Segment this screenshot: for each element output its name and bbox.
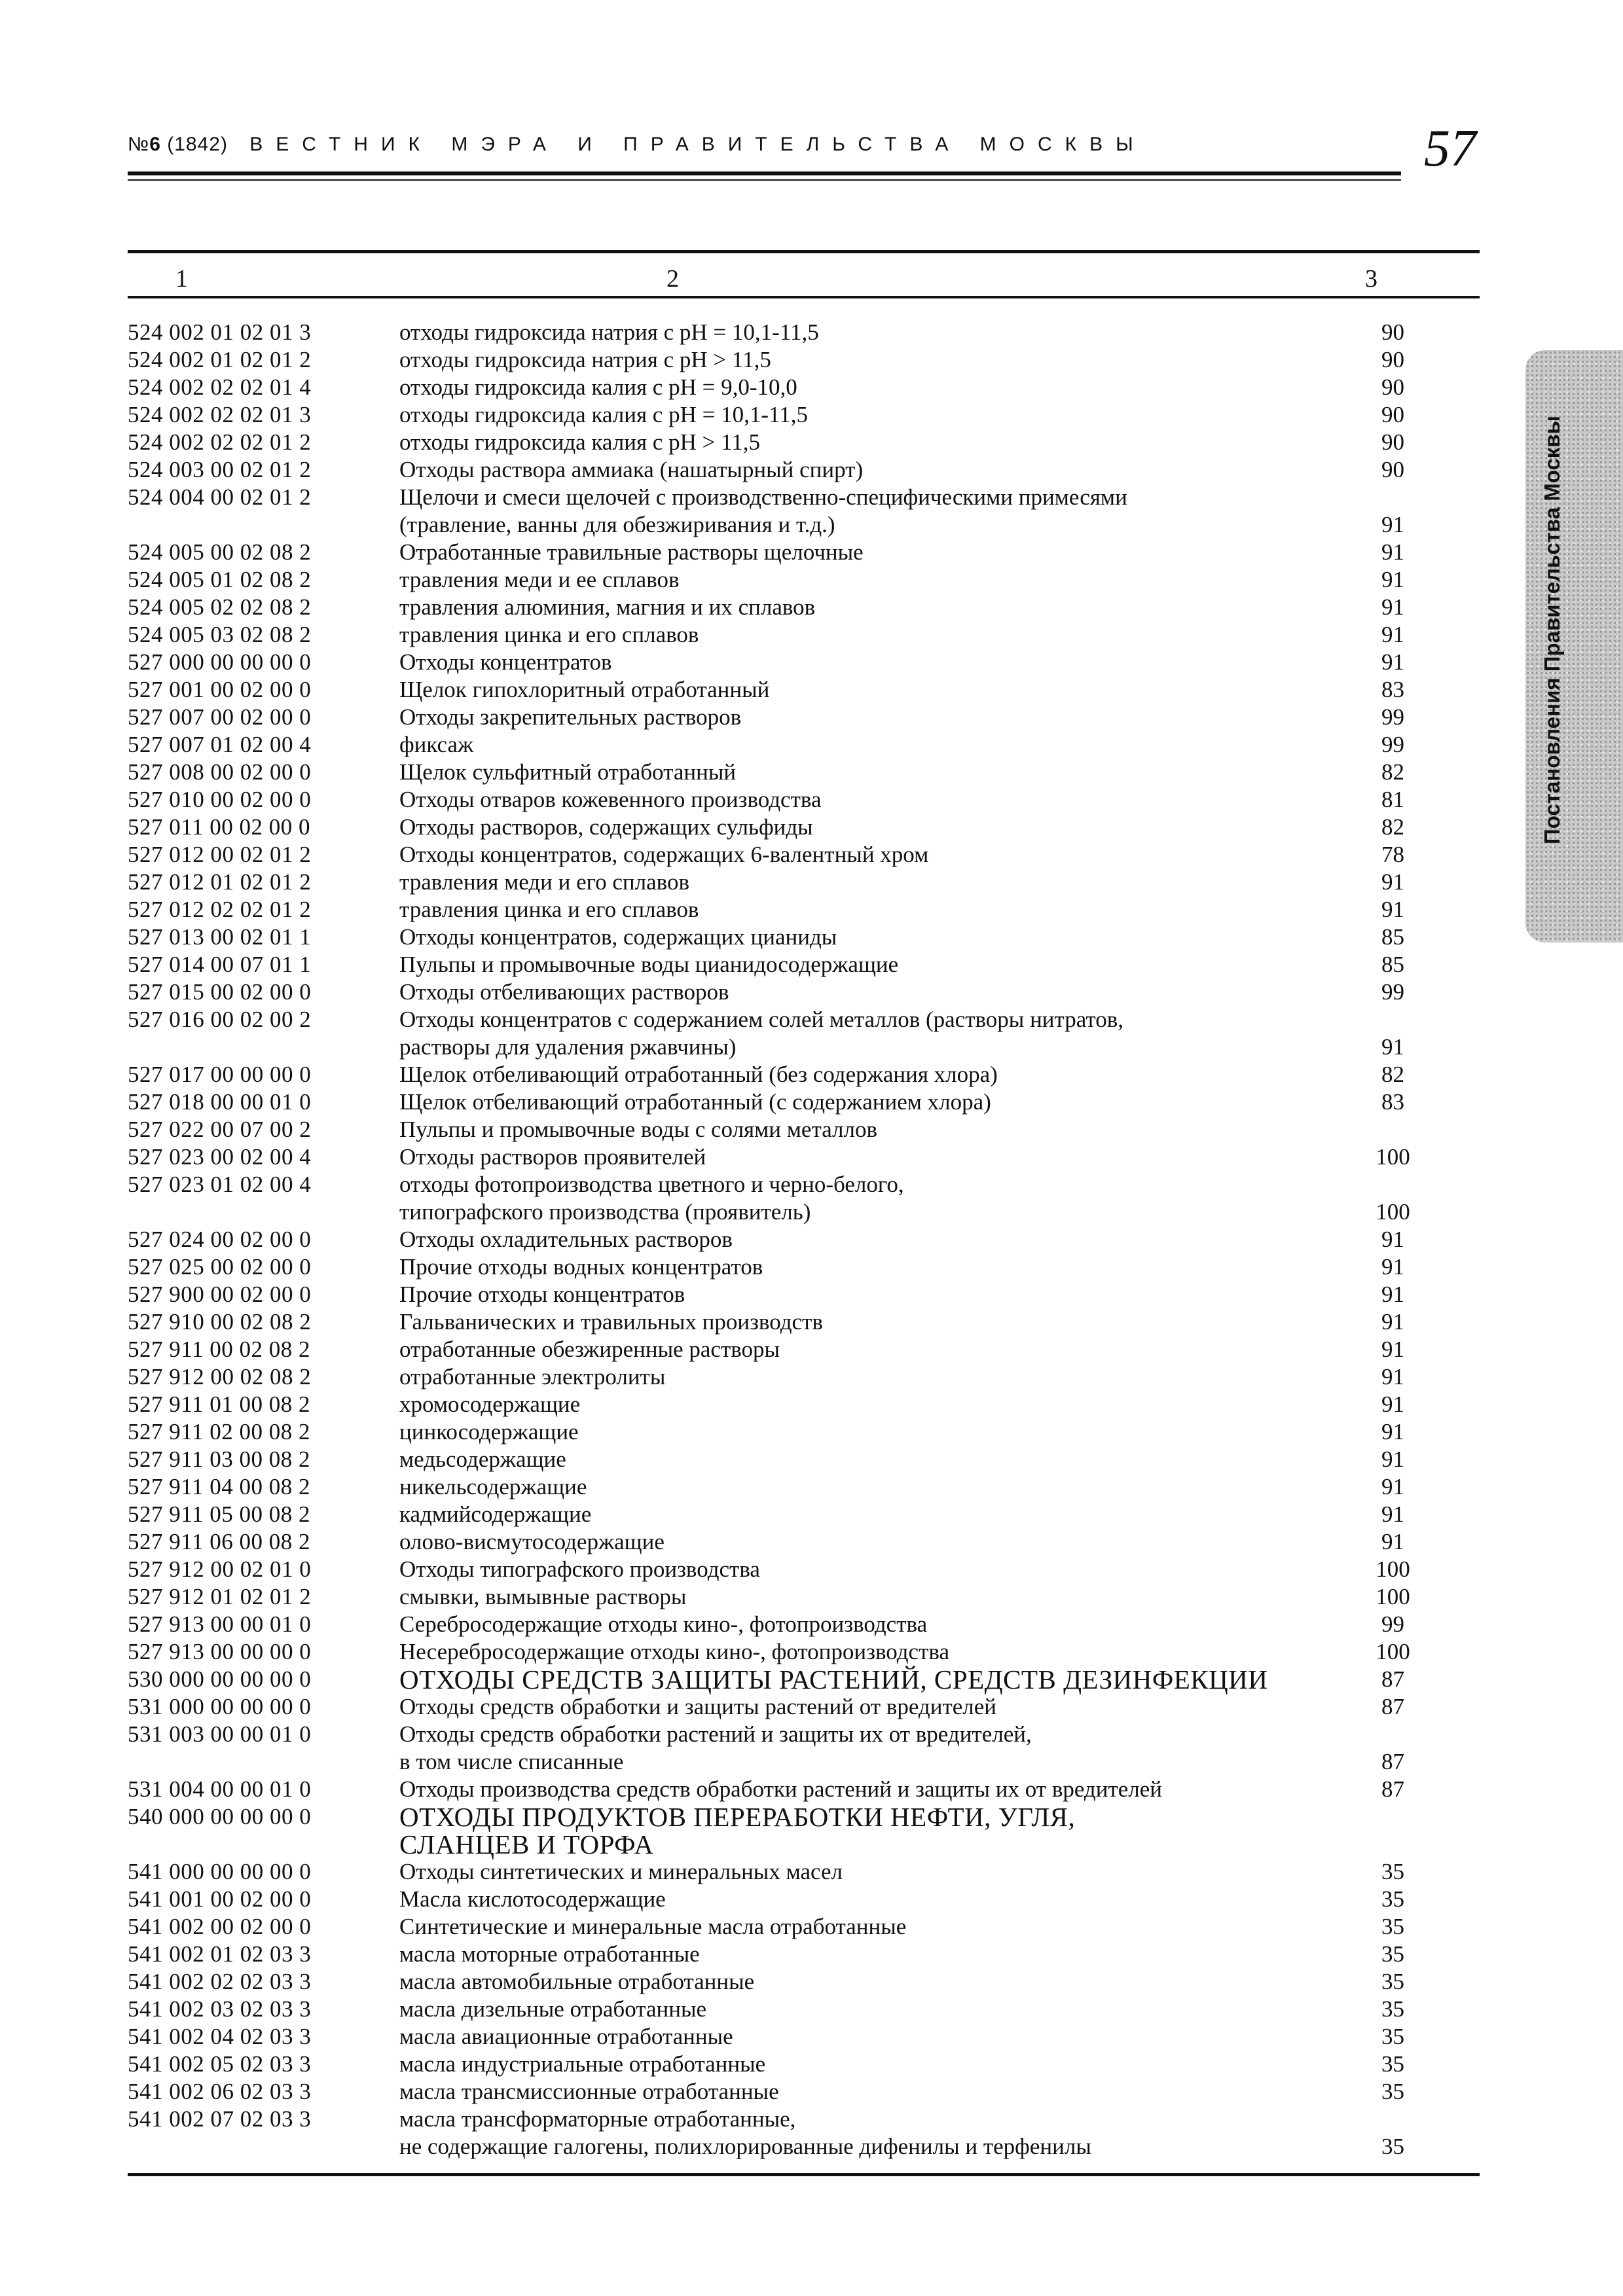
- waste-name: растворы для удаления ржавчины): [399, 1034, 737, 1060]
- table-row: [128, 1391, 1480, 1418]
- hazard-class: 87: [1381, 1749, 1404, 1774]
- waste-name: Отходы растворов проявителей: [399, 1144, 706, 1170]
- waste-name: никельсодержащие: [399, 1474, 587, 1499]
- waste-code: 527 900 00 02 00 0: [128, 1282, 312, 1307]
- waste-code: 527 023 01 02 00 4: [128, 1172, 312, 1197]
- table-row: [128, 1776, 1480, 1803]
- hazard-class: 91: [1381, 1227, 1404, 1252]
- hazard-class: 91: [1381, 1254, 1404, 1280]
- hazard-class: 82: [1381, 759, 1404, 785]
- table-row: [128, 1501, 1480, 1528]
- waste-code: 527 912 01 02 01 2: [128, 1584, 312, 1609]
- table-row: [128, 621, 1480, 649]
- waste-name: Отходы средств обработки и защиты растений от вредителей: [399, 1694, 996, 1719]
- table-row: [128, 456, 1480, 484]
- waste-name: травления меди и его сплавов: [399, 869, 689, 895]
- table-row: [128, 731, 1480, 759]
- waste-code: 540 000 00 00 00 0: [128, 1804, 312, 1829]
- waste-code: 527 008 00 02 00 0: [128, 759, 312, 785]
- table-row: [128, 786, 1480, 814]
- waste-code: 524 002 02 02 01 2: [128, 429, 312, 455]
- table-row: [128, 374, 1480, 401]
- hazard-class: 100: [1376, 1199, 1410, 1225]
- waste-code: 541 002 02 02 03 3: [128, 1969, 312, 1994]
- hazard-class: 82: [1381, 814, 1404, 840]
- table-row: [128, 1941, 1480, 1968]
- table-row: [128, 649, 1480, 676]
- waste-name: Отходы растворов, содержащих сульфиды: [399, 814, 813, 840]
- hazard-class: 91: [1381, 1419, 1404, 1444]
- waste-name: хромосодержащие: [399, 1391, 581, 1417]
- hazard-class: 35: [1381, 1859, 1404, 1884]
- waste-code: 541 001 00 02 00 0: [128, 1886, 312, 1912]
- waste-name: Отходы отбеливающих растворов: [399, 979, 729, 1005]
- issue-total: (1842): [167, 134, 228, 155]
- waste-name: ОТХОДЫ СРЕДСТВ ЗАЩИТЫ РАСТЕНИЙ, СРЕДСТВ ДЕЗИНФЕКЦИИ: [399, 1664, 1268, 1695]
- hazard-class: 91: [1381, 1474, 1404, 1499]
- hazard-class: 35: [1381, 1996, 1404, 2022]
- header-rule-thin: [128, 179, 1401, 181]
- hazard-class: 85: [1381, 952, 1404, 977]
- waste-code: 527 911 02 00 08 2: [128, 1419, 310, 1444]
- table-row: [128, 1088, 1480, 1116]
- table-bottom-rule: [128, 2173, 1480, 2176]
- waste-name: Отходы производства средств обработки растений и защиты их от вредителей: [399, 1776, 1163, 1802]
- table-row: [128, 1363, 1480, 1391]
- waste-code: 541 002 01 02 03 3: [128, 1941, 312, 1967]
- hazard-class: 90: [1381, 374, 1404, 400]
- waste-name: отходы гидроксида калия с pH = 9,0-10,0: [399, 374, 797, 400]
- hazard-class: 91: [1381, 512, 1404, 537]
- waste-name: травления алюминия, магния и их сплавов: [399, 594, 816, 620]
- hazard-class: 91: [1381, 594, 1404, 620]
- waste-name: Серебросодержащие отходы кино-, фотопроизводства: [399, 1611, 928, 1637]
- table-row: [128, 814, 1480, 841]
- waste-code: 530 000 00 00 00 0: [128, 1666, 312, 1692]
- table-row: [128, 1583, 1480, 1611]
- table-row: [128, 401, 1480, 429]
- table-row: [128, 1253, 1480, 1281]
- column-header-class: 3: [1365, 265, 1377, 293]
- hazard-class: 91: [1381, 539, 1404, 565]
- hazard-class: 35: [1381, 1886, 1404, 1912]
- table-row: [128, 1611, 1480, 1638]
- waste-name: масла трансмиссионные отработанные: [399, 2079, 779, 2104]
- page-number: 57: [1424, 120, 1476, 177]
- table-row: [128, 1803, 1480, 1858]
- table-row: [128, 704, 1480, 731]
- waste-name: Пульпы и промывочные воды цианидосодержащие: [399, 952, 899, 977]
- table-row: [128, 1996, 1480, 2023]
- waste-name: масла трансформаторные отработанные,: [399, 2106, 796, 2132]
- waste-name: Отходы раствора аммиака (нашатырный спирт): [399, 457, 864, 482]
- waste-code: 524 003 00 02 01 2: [128, 457, 312, 482]
- waste-code: 527 014 00 07 01 1: [128, 952, 312, 977]
- table-row: [128, 978, 1480, 1006]
- table-row: [128, 1006, 1480, 1061]
- waste-table-body: [128, 319, 1480, 2161]
- waste-code: 524 005 03 02 08 2: [128, 622, 312, 647]
- waste-code: 527 001 00 02 00 0: [128, 677, 312, 702]
- waste-code: 527 000 00 00 00 0: [128, 649, 312, 675]
- waste-name: в том числе списанные: [399, 1749, 624, 1774]
- table-row: [128, 1638, 1480, 1666]
- waste-name: Щелочи и смеси щелочей с производственно-специфическими примесями: [399, 484, 1127, 510]
- table-row: [128, 1116, 1480, 1143]
- waste-name: масла авиационные отработанные: [399, 2024, 733, 2049]
- hazard-class: 100: [1376, 1584, 1410, 1609]
- table-row: [128, 1171, 1480, 1226]
- waste-code: 524 002 01 02 01 2: [128, 347, 312, 372]
- table-row: [128, 759, 1480, 786]
- table-row: [128, 1281, 1480, 1308]
- hazard-class: 91: [1381, 1446, 1404, 1472]
- waste-code: 531 004 00 00 01 0: [128, 1776, 312, 1802]
- table-row: [128, 1968, 1480, 1996]
- waste-code: 527 007 00 02 00 0: [128, 704, 312, 730]
- waste-code: 527 023 00 02 00 4: [128, 1144, 312, 1170]
- waste-code: 524 005 02 02 08 2: [128, 594, 312, 620]
- table-row: [128, 1721, 1480, 1776]
- table-row: [128, 1886, 1480, 1913]
- table-row: [128, 951, 1480, 978]
- waste-code: 527 018 00 00 01 0: [128, 1089, 312, 1115]
- hazard-class: 82: [1381, 1062, 1404, 1087]
- waste-code: 541 002 00 02 00 0: [128, 1914, 312, 1939]
- waste-code: 527 012 02 02 01 2: [128, 897, 312, 922]
- hazard-class: 100: [1376, 1556, 1410, 1582]
- table-row: [128, 319, 1480, 346]
- waste-code: 541 002 04 02 03 3: [128, 2024, 312, 2049]
- waste-code: 541 002 07 02 03 3: [128, 2106, 312, 2132]
- table-row: [128, 2051, 1480, 2078]
- waste-code: 527 911 01 00 08 2: [128, 1391, 310, 1417]
- waste-name: Несеребросодержащие отходы кино-, фотопроизводства: [399, 1639, 949, 1664]
- hazard-class: 90: [1381, 347, 1404, 372]
- hazard-class: 35: [1381, 2051, 1404, 2077]
- hazard-class: 90: [1381, 402, 1404, 427]
- waste-name: ОТХОДЫ ПРОДУКТОВ ПЕРЕРАБОТКИ НЕФТИ, УГЛЯ,: [399, 1802, 1076, 1832]
- table-row: [128, 1226, 1480, 1253]
- waste-code: 527 912 00 02 08 2: [128, 1364, 312, 1390]
- table-row: [128, 1143, 1480, 1171]
- waste-code: 524 002 02 02 01 3: [128, 402, 312, 427]
- waste-code: 527 911 04 00 08 2: [128, 1474, 310, 1499]
- table-row: [128, 841, 1480, 869]
- table-row: [128, 1336, 1480, 1363]
- table-row: [128, 346, 1480, 374]
- hazard-class: 91: [1381, 649, 1404, 675]
- waste-name: Отходы типографского производства: [399, 1556, 760, 1582]
- waste-code: 527 015 00 02 00 0: [128, 979, 312, 1005]
- table-row: [128, 594, 1480, 621]
- hazard-class: 91: [1381, 869, 1404, 895]
- waste-code: 527 911 05 00 08 2: [128, 1501, 310, 1527]
- hazard-class: 91: [1381, 1309, 1404, 1335]
- table-top-rule: [128, 250, 1480, 253]
- hazard-class: 90: [1381, 457, 1404, 482]
- table-row: [128, 1528, 1480, 1556]
- waste-code: 524 002 02 02 01 4: [128, 374, 312, 400]
- waste-code: 524 005 00 02 08 2: [128, 539, 312, 565]
- waste-name: Отходы отваров кожевенного производства: [399, 787, 822, 812]
- waste-code: 527 024 00 02 00 0: [128, 1227, 312, 1252]
- waste-code: 524 004 00 02 01 2: [128, 484, 312, 510]
- waste-name: типографского производства (проявитель): [399, 1199, 811, 1225]
- hazard-class: 81: [1381, 787, 1404, 812]
- waste-code: 524 002 01 02 01 3: [128, 319, 312, 345]
- waste-name: медьсодержащие: [399, 1446, 566, 1472]
- column-header-code: 1: [175, 265, 188, 293]
- waste-name: Прочие отходы водных концентратов: [399, 1254, 763, 1280]
- waste-code: 524 005 01 02 08 2: [128, 567, 312, 592]
- waste-code: 527 013 00 02 01 1: [128, 924, 312, 950]
- hazard-class: 91: [1381, 1364, 1404, 1390]
- waste-code: 541 002 06 02 03 3: [128, 2079, 312, 2104]
- waste-name: отработанные обезжиренные растворы: [399, 1336, 780, 1362]
- hazard-class: 100: [1376, 1144, 1410, 1170]
- hazard-class: 85: [1381, 924, 1404, 950]
- table-row: [128, 429, 1480, 456]
- waste-name: Прочие отходы концентратов: [399, 1282, 685, 1307]
- waste-name: Отходы концентратов, содержащих 6-валентный хром: [399, 842, 929, 867]
- table-row: [128, 869, 1480, 896]
- waste-name: масла автомобильные отработанные: [399, 1969, 755, 1994]
- hazard-class: 91: [1381, 1391, 1404, 1417]
- hazard-class: 87: [1381, 1694, 1404, 1719]
- hazard-class: 91: [1381, 1282, 1404, 1307]
- waste-name: масла индустриальные отработанные: [399, 2051, 766, 2077]
- waste-code: 527 016 00 02 00 2: [128, 1007, 312, 1032]
- table-row: [128, 1446, 1480, 1473]
- waste-name: Гальванических и травильных производств: [399, 1309, 823, 1335]
- waste-name: СЛАНЦЕВ И ТОРФА: [399, 1829, 654, 1859]
- waste-code: 527 913 00 00 00 0: [128, 1639, 312, 1664]
- waste-name: отходы гидроксида калия с pH = 10,1-11,5: [399, 402, 808, 427]
- waste-code: 527 010 00 02 00 0: [128, 787, 312, 812]
- waste-code: 527 012 01 02 01 2: [128, 869, 312, 895]
- waste-code: 527 911 03 00 08 2: [128, 1446, 310, 1472]
- waste-name: отходы гидроксида калия с pH > 11,5: [399, 429, 761, 455]
- waste-name: (травление, ванны для обезжиривания и т.д.): [399, 512, 835, 537]
- waste-name: смывки, вымывные растворы: [399, 1584, 687, 1609]
- waste-code: 527 017 00 00 00 0: [128, 1062, 312, 1087]
- hazard-class: 100: [1376, 1639, 1410, 1664]
- table-row: [128, 676, 1480, 704]
- hazard-class: 78: [1381, 842, 1404, 867]
- table-row: [128, 896, 1480, 924]
- waste-code: 541 000 00 00 00 0: [128, 1859, 312, 1884]
- waste-name: Отходы синтетических и минеральных масел: [399, 1859, 843, 1884]
- waste-name: Отходы концентратов: [399, 649, 612, 675]
- waste-code: 527 025 00 02 00 0: [128, 1254, 312, 1280]
- hazard-class: 83: [1381, 677, 1404, 702]
- waste-name: Отходы закрепительных растворов: [399, 704, 742, 730]
- waste-name: Отходы концентратов с содержанием солей металлов (растворы нитратов,: [399, 1007, 1123, 1032]
- waste-name: отходы гидроксида натрия с pH > 11,5: [399, 347, 771, 372]
- waste-name: Пульпы и промывочные воды с солями металлов: [399, 1117, 877, 1142]
- waste-name: кадмийсодержащие: [399, 1501, 592, 1527]
- hazard-class: 91: [1381, 1336, 1404, 1362]
- waste-code: 531 003 00 00 01 0: [128, 1721, 312, 1747]
- hazard-class: 35: [1381, 2079, 1404, 2104]
- table-row: [128, 1666, 1480, 1693]
- waste-code: 541 002 05 02 03 3: [128, 2051, 312, 2077]
- waste-name: отходы фотопроизводства цветного и черно-белого,: [399, 1172, 904, 1197]
- header-rule: [128, 171, 1401, 175]
- waste-name: цинкосодержащие: [399, 1419, 579, 1444]
- hazard-class: 35: [1381, 2134, 1404, 2159]
- waste-name: Щелок отбеливающий отработанный (с содержанием хлора): [399, 1089, 991, 1115]
- waste-name: фиксаж: [399, 732, 474, 757]
- hazard-class: 99: [1381, 704, 1404, 730]
- hazard-class: 35: [1381, 1969, 1404, 1994]
- page-header: [128, 120, 1476, 177]
- issue-info: [128, 134, 1146, 156]
- waste-name: Отходы средств обработки растений и защиты их от вредителей,: [399, 1721, 1032, 1747]
- table-row: [128, 1061, 1480, 1088]
- hazard-class: 35: [1381, 2024, 1404, 2049]
- waste-code: 527 913 00 00 01 0: [128, 1611, 312, 1637]
- hazard-class: 87: [1381, 1666, 1404, 1692]
- waste-code: 527 911 00 02 08 2: [128, 1336, 310, 1362]
- hazard-class: 35: [1381, 1941, 1404, 1967]
- table-row: [128, 924, 1480, 951]
- waste-name: масла моторные отработанные: [399, 1941, 700, 1967]
- waste-name: Отработанные травильные растворы щелочные: [399, 539, 864, 565]
- hazard-class: 91: [1381, 1501, 1404, 1527]
- hazard-class: 90: [1381, 319, 1404, 345]
- waste-name: Отходы охладительных растворов: [399, 1227, 733, 1252]
- waste-code: 527 022 00 07 00 2: [128, 1117, 312, 1142]
- waste-name: травления меди и ее сплавов: [399, 567, 680, 592]
- waste-code: 527 011 00 02 00 0: [128, 814, 310, 840]
- table-row: [128, 2023, 1480, 2051]
- waste-name: Щелок гипохлоритный отработанный: [399, 677, 770, 702]
- waste-name: масла дизельные отработанные: [399, 1996, 706, 2022]
- waste-name: травления цинка и его сплавов: [399, 897, 699, 922]
- hazard-class: 99: [1381, 979, 1404, 1005]
- waste-name: Масла кислотосодержащие: [399, 1886, 666, 1912]
- waste-name: Щелок отбеливающий отработанный (без содержания хлора): [399, 1062, 998, 1087]
- waste-name: травления цинка и его сплавов: [399, 622, 699, 647]
- table-row: [128, 1308, 1480, 1336]
- hazard-class: 91: [1381, 897, 1404, 922]
- hazard-class: 87: [1381, 1776, 1404, 1802]
- column-header-name: 2: [666, 265, 679, 293]
- waste-name: Щелок сульфитный отработанный: [399, 759, 737, 785]
- waste-name: отработанные электролиты: [399, 1364, 666, 1390]
- issue-prefix: №: [128, 134, 150, 155]
- table-row: [128, 566, 1480, 594]
- table-row: [128, 1858, 1480, 1886]
- table-row: [128, 1556, 1480, 1583]
- issue-number: 6: [149, 134, 161, 155]
- waste-name: Отходы концентратов, содержащих цианиды: [399, 924, 837, 950]
- hazard-class: 91: [1381, 567, 1404, 592]
- hazard-class: 90: [1381, 429, 1404, 455]
- table-row: [128, 1913, 1480, 1941]
- table-row: [128, 539, 1480, 566]
- table-row: [128, 1693, 1480, 1721]
- waste-code: 527 912 00 02 01 0: [128, 1556, 312, 1582]
- waste-code: 527 911 06 00 08 2: [128, 1529, 310, 1554]
- journal-title: ВЕСТНИК МЭРА И ПРАВИТЕЛЬСТВА МОСКВЫ: [249, 134, 1146, 155]
- waste-name: отходы гидроксида натрия с pH = 10,1-11,5: [399, 319, 819, 345]
- table-row: [128, 1418, 1480, 1446]
- section-tab-label: Постановления Правительства Москвы: [1540, 416, 1564, 844]
- hazard-class: 35: [1381, 1914, 1404, 1939]
- hazard-class: 83: [1381, 1089, 1404, 1115]
- table-header-rule: [128, 296, 1480, 298]
- table-row: [128, 2078, 1480, 2106]
- waste-name: олово-висмутосодержащие: [399, 1529, 665, 1554]
- hazard-class: 99: [1381, 1611, 1404, 1637]
- waste-code: 541 002 03 02 03 3: [128, 1996, 312, 2022]
- table-row: [128, 1473, 1480, 1501]
- table-column-headers: [128, 264, 1480, 295]
- table-row: [128, 2106, 1480, 2161]
- hazard-class: 91: [1381, 622, 1404, 647]
- waste-code: 527 910 00 02 08 2: [128, 1309, 312, 1335]
- hazard-class: 99: [1381, 732, 1404, 757]
- hazard-class: 91: [1381, 1034, 1404, 1060]
- waste-name: не содержащие галогены, полихлорированные дифенилы и терфенилы: [399, 2134, 1091, 2159]
- table-row: [128, 484, 1480, 539]
- hazard-class: 91: [1381, 1529, 1404, 1554]
- waste-code: 527 012 00 02 01 2: [128, 842, 312, 867]
- waste-code: 531 000 00 00 00 0: [128, 1694, 312, 1719]
- waste-code: 527 007 01 02 00 4: [128, 732, 312, 757]
- waste-name: Синтетические и минеральные масла отработанные: [399, 1914, 907, 1939]
